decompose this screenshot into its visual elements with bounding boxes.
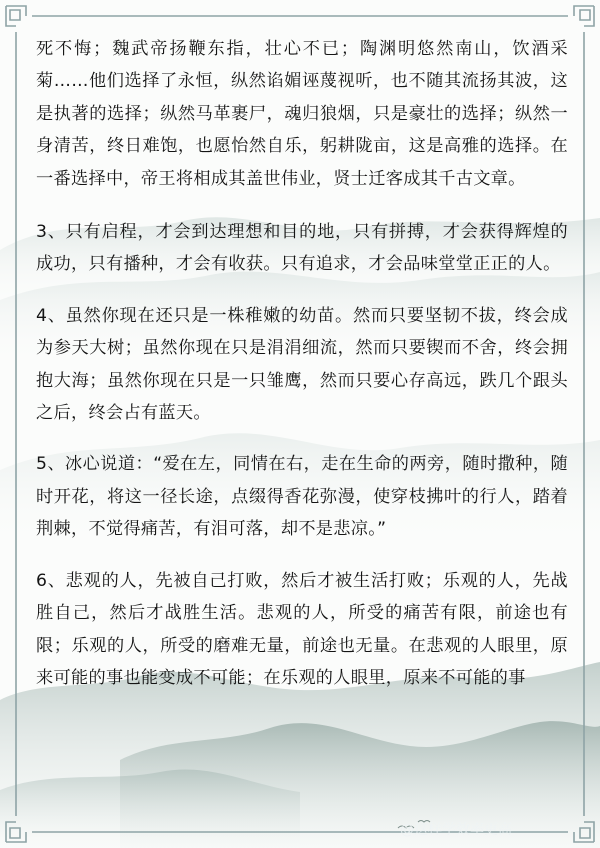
- paragraph-6: 6、悲观的人，先被自己打败，然后才被生活打败；乐观的人，先战胜自己，然后才战胜生活。悲观的人，所受的痛苦有限，前途也有限；乐观的人，所受的磨难无量，前途也无量。在悲观的人眼里，原来可能的事也能变成不可能；在乐观的人眼里，原来不可能的事: [36, 570, 568, 688]
- article-body: [36, 33, 568, 713]
- paragraph-3: 3、只有启程，才会到达理想和目的地，只有拼搏，才会获得辉煌的成功，只有播种，才会有收获。只有追求，才会品味堂堂正正的人。: [36, 222, 568, 275]
- paragraph-4: 4、虽然你现在还只是一株稚嫩的幼苗。然而只要坚韧不拔，终会成为参天大树；虽然你现在只是涓涓细流，然而只要锲而不舍，终会拥抱大海；虽然你现在只是一只雏鹰，然而只要心存高远，跌几个跟头之后，终会占有蓝天。: [36, 305, 568, 424]
- paragraph-continuation: 死不悔；魏武帝扬鞭东指，壮心不已；陶渊明悠然南山，饮酒采菊……他们选择了永恒，纵然谄媚诬蔑视听，也不随其流扬其波，这是执著的选择；纵然马革裹尸，魂归狼烟，只是豪壮的选择；纵然一身清苦，终日难饱，也愿怡然自乐，躬耕陇亩，这是高雅的选择。在一番选择中，帝王将相成其盖世伟业，贤士迁客成其千古文章。: [36, 39, 568, 189]
- watermark: @这样学效率更高: [400, 822, 512, 838]
- paragraph-5: 5、冰心说道：“爱在左，同情在右，走在生命的两旁，随时撒种，随时开花，将这一径长途，点缀得香花弥漫，使穿枝拂叶的行人，踏着荆棘，不觉得痛苦，有泪可落，却不是悲凉。”: [36, 454, 568, 540]
